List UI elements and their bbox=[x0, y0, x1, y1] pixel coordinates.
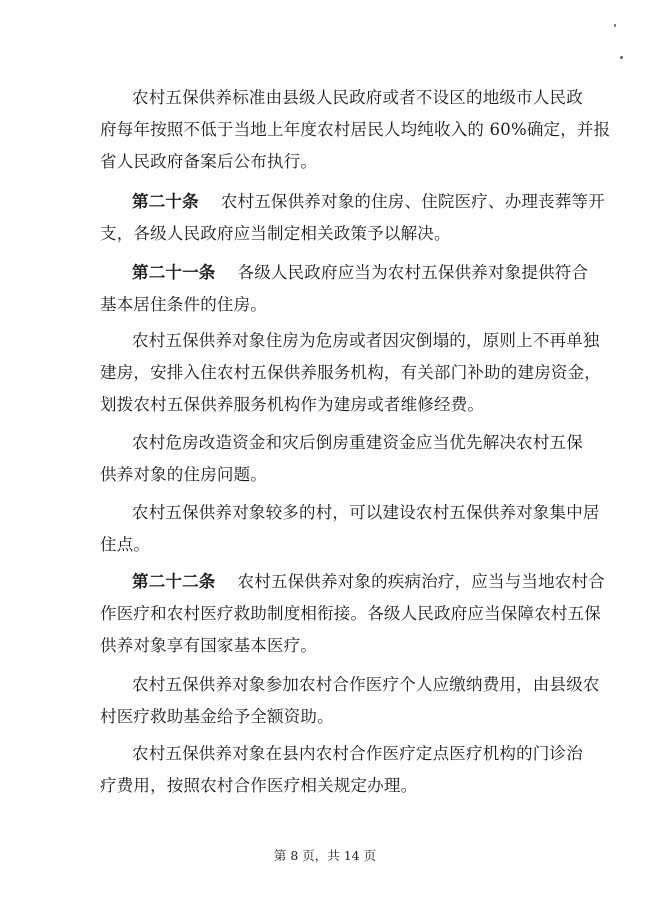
line-text: 农村五保供养对象较多的村，可以建设农村五保供养对象集中居 bbox=[132, 503, 600, 522]
paragraph-line bbox=[100, 357, 601, 389]
paragraph-p2 bbox=[100, 186, 605, 250]
article-number: 第二十条 bbox=[132, 192, 199, 211]
line-text: 村医疗救助基金给予全额资助。 bbox=[100, 707, 334, 726]
line-text: 供养对象享有国家基本医疗。 bbox=[100, 636, 318, 655]
paragraph-line bbox=[132, 257, 589, 289]
paragraph-line bbox=[100, 218, 560, 250]
scan-speck bbox=[614, 24, 616, 27]
article-number: 第二十一条 bbox=[132, 263, 216, 282]
paragraph-p4 bbox=[100, 325, 601, 421]
paragraph-line bbox=[132, 669, 600, 701]
line-text: 支，各级人民政府应当制定相关政策予以解决。 bbox=[100, 224, 451, 243]
paragraph-line bbox=[100, 630, 560, 662]
line-text: 农村五保供养对象在县内农村合作医疗定点医疗机构的门诊治 bbox=[132, 744, 583, 763]
line-text: 疗费用，按照农村合作医疗相关规定办理。 bbox=[100, 776, 418, 795]
paragraph-line bbox=[100, 770, 560, 802]
line-text: 农村五保供养标准由县级人民政府或者不设区的地级市人民政 bbox=[132, 88, 583, 107]
paragraph-p6 bbox=[100, 497, 600, 561]
paragraph-line bbox=[100, 529, 560, 561]
paragraph-p9 bbox=[100, 738, 583, 802]
line-text: 农村五保供养对象参加农村合作医疗个人应缴纳费用，由县级农 bbox=[132, 675, 600, 694]
line-text: 住点。 bbox=[100, 535, 151, 554]
line-text: 农村五保供养对象住房为危房或者因灾倒塌的，原则上不再单独 bbox=[132, 331, 600, 350]
page-footer: 第 8 页，共 14 页 bbox=[273, 848, 377, 863]
paragraph-p8 bbox=[100, 669, 600, 733]
line-text: 农村危房改造资金和灾后倒房重建资金应当优先解决农村五保 bbox=[132, 433, 583, 452]
line-text: 农村五保供养对象的疾病治疗，应当与当地农村合 bbox=[237, 572, 605, 591]
paragraph-line bbox=[100, 459, 560, 491]
paragraph-line bbox=[132, 186, 605, 218]
line-text: 供养对象的住房问题。 bbox=[100, 465, 267, 484]
paragraph-line bbox=[132, 497, 600, 529]
paragraph-line bbox=[132, 82, 583, 114]
line-text: 省人民政府备案后公布执行。 bbox=[100, 152, 318, 171]
line-text: 农村五保供养对象的住房、住院医疗、办理丧葬等开 bbox=[220, 192, 605, 211]
line-text: 基本居住条件的住房。 bbox=[100, 295, 267, 314]
paragraph-line bbox=[132, 427, 583, 459]
line-text: 建房，安排入住农村五保供养服务机构，有关部门补助的建房资金， bbox=[100, 363, 601, 382]
paragraph-line bbox=[100, 289, 560, 321]
paragraph-p5 bbox=[100, 427, 583, 491]
paragraph-line bbox=[100, 389, 560, 421]
paragraph-line bbox=[132, 566, 605, 598]
paragraph-line bbox=[100, 114, 611, 146]
paragraph-p3 bbox=[100, 257, 589, 321]
line-text: 作医疗和农村医疗救助制度相衔接。各级人民政府应当保障农村五保 bbox=[100, 604, 601, 623]
paragraph-p7 bbox=[100, 566, 605, 662]
paragraph-line bbox=[100, 701, 560, 733]
scan-speck bbox=[620, 56, 623, 59]
paragraph-line bbox=[100, 598, 601, 630]
line-text: 府每年按照不低于当地上年度农村居民人均纯收入的 60%确定，并报 bbox=[100, 120, 611, 139]
line-text: 划拨农村五保供养服务机构作为建房或者维修经费。 bbox=[100, 395, 485, 414]
line-text: 各级人民政府应当为农村五保供养对象提供符合 bbox=[237, 263, 589, 282]
paragraph-line bbox=[132, 738, 583, 770]
article-number: 第二十二条 bbox=[132, 572, 216, 591]
paragraph-line bbox=[132, 325, 600, 357]
paragraph-line bbox=[100, 146, 560, 178]
paragraph-p1 bbox=[100, 82, 611, 178]
